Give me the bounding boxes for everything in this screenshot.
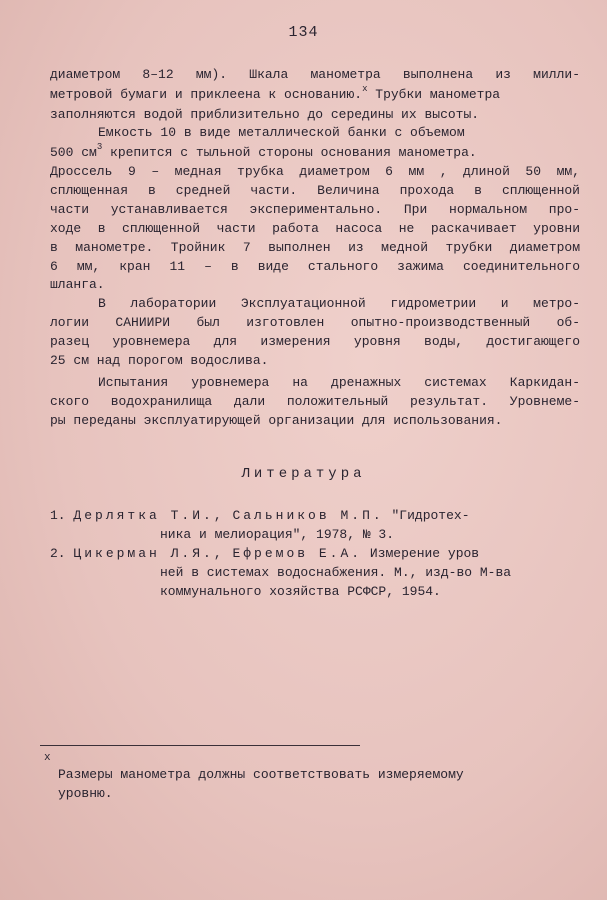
reference-continuation: ней в системах водоснабжения. М., изд-во М-ва: [160, 565, 512, 580]
body-text: крепится с тыльной стороны основания манометра.: [102, 145, 477, 160]
body-line: разец уровнемера для измерения уровня воды, достигающего: [50, 334, 580, 349]
body-line: 6 мм, кран 11 – в виде стального зажима соединительного: [50, 259, 580, 274]
body-line: заполняются водой приблизительно до середины их высоты.: [50, 107, 480, 122]
footnote-mark: x: [44, 752, 51, 764]
reference-item: [50, 507, 580, 525]
body-line: части устанавливается экспериментально. При нормальном про-: [50, 202, 580, 217]
body-line: в манометре. Тройник 7 выполнен из медной трубки диаметром: [50, 240, 580, 255]
body-text: 500 см: [50, 145, 97, 160]
reference-author: Дерлятка Т.И.,: [73, 508, 225, 523]
section-heading: Литература: [241, 466, 366, 482]
body-line: Емкость 10 в виде металлической банки с объемом: [98, 125, 465, 140]
footnote-divider: [40, 745, 360, 746]
reference-continuation: коммунального хозяйства РСФСР, 1954.: [160, 584, 441, 599]
reference-number: 2.: [50, 546, 66, 561]
body-line: шланга.: [50, 277, 105, 292]
superscript: 3: [96, 142, 103, 152]
body-line: [50, 144, 580, 163]
body-line: диаметром 8–12 мм). Шкала манометра выполнена из милли-: [50, 67, 580, 82]
body-line: ского водохранилища дали положительный результат. Уровнеме-: [50, 394, 580, 409]
page-number: 134: [288, 24, 319, 41]
reference-continuation: ника и мелиорация", 1978, № 3.: [160, 527, 395, 542]
reference-author: Ефремов Е.А.: [232, 546, 363, 561]
body-line: логии САНИИРИ был изготовлен опытно-производственный об-: [50, 315, 580, 330]
reference-title: Измерение уров: [369, 546, 480, 561]
body-text: метровой бумаги и приклеена к основанию.: [50, 87, 363, 102]
body-text: Трубки манометра: [367, 87, 501, 102]
body-line: Дроссель 9 – медная трубка диаметром 6 мм , длиной 50 мм,: [50, 164, 580, 179]
body-line: ры переданы эксплуатирующей организации для использования.: [50, 413, 503, 428]
reference-author: Цикерман Л.Я.,: [73, 546, 225, 561]
reference-item: [50, 545, 580, 563]
reference-number: 1.: [50, 508, 66, 523]
body-line: Испытания уровнемера на дренажных системах Каркидан-: [98, 375, 580, 390]
reference-title: "Гидротех-: [391, 508, 470, 523]
body-line: сплющенная в средней части. Величина прохода в сплющенной: [50, 183, 580, 198]
footnote-text: уровню.: [58, 786, 113, 801]
body-line: [50, 86, 580, 105]
body-line: ходе в сплющенной части работа насоса не раскачивает уровни: [50, 221, 580, 236]
reference-author: Сальников М.П.: [232, 508, 384, 523]
footnote-text: Размеры манометра должны соответствовать измеряемому: [58, 767, 464, 782]
body-line: В лаборатории Эксплуатационной гидрометрии и метро-: [98, 296, 580, 311]
body-line: 25 см над порогом водослива.: [50, 353, 269, 368]
footnote-ref: x: [362, 84, 368, 94]
